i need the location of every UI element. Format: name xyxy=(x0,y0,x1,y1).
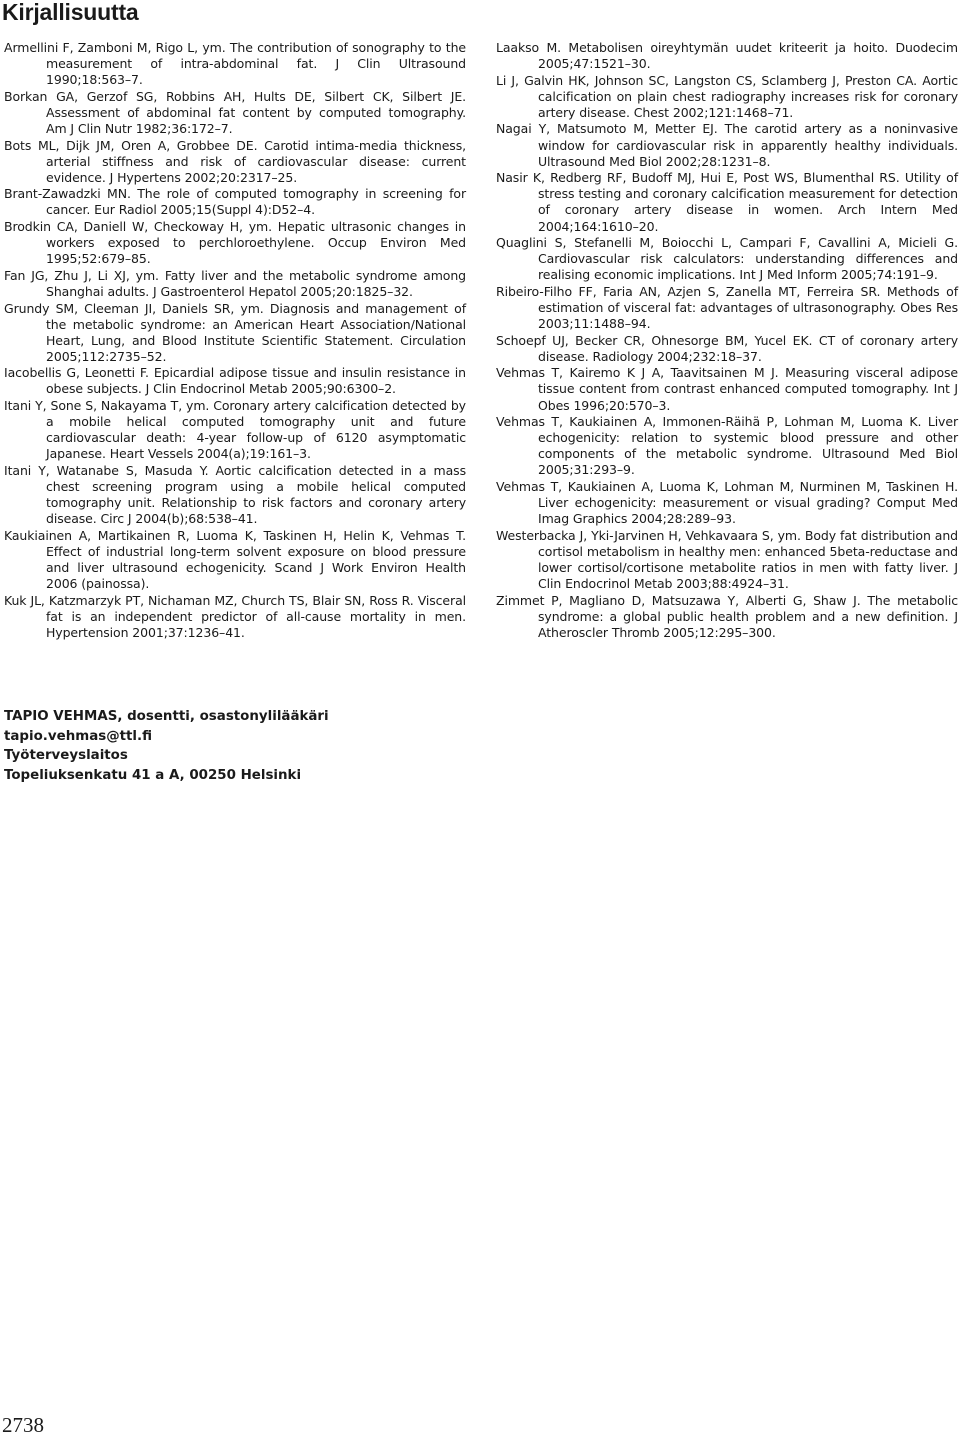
reference-item: Vehmas T, Kairemo K J A, Taavitsainen M J. Measuring visceral adipose tissue content from contrast enhanced computed tomography. Int J Obes 1996;20:570–3. xyxy=(496,365,958,413)
author-email[interactable]: tapio.vehmas@ttl.fi xyxy=(4,728,152,744)
author-block xyxy=(4,707,504,785)
reference-item: Fan JG, Zhu J, Li XJ, ym. Fatty liver and the metabolic syndrome among Shanghai adults. J Gastroenterol Hepatol 2005;20:1825–32. xyxy=(4,267,466,299)
reference-item: Nagai Y, Matsumoto M, Metter EJ. The carotid artery as a noninvasive window for cardiovascular risk in apparently healthy individuals. Ultrasound Med Biol 2002;28:1231–8. xyxy=(496,121,958,169)
reference-item: Kaukiainen A, Martikainen R, Luoma K, Taskinen H, Helin K, Vehmas T. Effect of industrial long-term solvent exposure on blood pressure and liver ultrasound echogenicity. Scand J Work Environ Health 2006 (painossa). xyxy=(4,527,466,592)
reference-item: Vehmas T, Kaukiainen A, Immonen-Räihä P, Lohman M, Luoma K. Liver echogenicity: relation to systemic blood pressure and other components of the metabolic syndrome. Ultrasound Med Biol 2005;31:293–9. xyxy=(496,414,958,478)
reference-item: Itani Y, Watanabe S, Masuda Y. Aortic calcification detected in a mass chest screening program using a mobile helical computed tomography unit. Relationship to risk factors and coronary artery disease. Circ J 2004(b);68:538–41. xyxy=(4,462,466,527)
reference-item: Kuk JL, Katzmarzyk PT, Nichaman MZ, Church TS, Blair SN, Ross R. Visceral fat is an independent predictor of all-cause mortality in men. Hypertension 2001;37:1236–41. xyxy=(4,592,466,640)
section-heading: Kirjallisuutta xyxy=(2,0,139,25)
page-number: 2738 xyxy=(2,1413,44,1437)
reference-item: Schoepf UJ, Becker CR, Ohnesorge BM, Yucel EK. CT of coronary artery disease. Radiology 2004;232:18–37. xyxy=(496,332,958,364)
reference-item: Li J, Galvin HK, Johnson SC, Langston CS, Sclamberg J, Preston CA. Aortic calcification on plain chest radiography increases risk for coronary artery disease. Chest 2002;121:1468–71. xyxy=(496,72,958,120)
reference-item: Itani Y, Sone S, Nakayama T, ym. Coronary artery calcification detected by a mobile helical computed tomography unit and future cardiovascular death: 4-year follow-up of 6120 asymptomatic Japanese. Heart Vessels 2004(a);19:161–3. xyxy=(4,398,466,462)
author-address: Topeliuksenkatu 41 a A, 00250 Helsinki xyxy=(4,767,302,783)
reference-item: Westerbacka J, Yki-Jarvinen H, Vehkavaara S, ym. Body fat distribution and cortisol metabolism in healthy men: enhanced 5beta-reductase and lower cortisol/cortisone metabolite ratios in men with fatty liver. J Clin Endocrinol Metab 2003;88:4924–31. xyxy=(496,527,958,592)
reference-item: Laakso M. Metabolisen oireyhtymän uudet kriteerit ja hoito. Duodecim 2005;47:1521–30. xyxy=(496,40,958,72)
reference-item: Bots ML, Dijk JM, Oren A, Grobbee DE. Carotid intima-media thickness, arterial stiffness and risk of cardiovascular disease: current evidence. J Hypertens 2002;20:2317–25. xyxy=(4,137,466,185)
reference-item: Brodkin CA, Daniell W, Checkoway H, ym. Hepatic ultrasonic changes in workers exposed to perchloroethylene. Occup Environ Med 1995;52:679–85. xyxy=(4,219,466,267)
reference-item: Quaglini S, Stefanelli M, Boiocchi L, Campari F, Cavallini A, Micieli G. Cardiovascular risk calculators: understanding differences and realising economic implications. Int J Med Inform 2005;74:191–9. xyxy=(496,235,958,283)
reference-item: Zimmet P, Magliano D, Matsuzawa Y, Alberti G, Shaw J. The metabolic syndrome: a global public health problem and a new definition. J Atheroscler Thromb 2005;12:295–300. xyxy=(496,592,958,640)
reference-column-left xyxy=(4,40,466,641)
reference-item: Vehmas T, Kaukiainen A, Luoma K, Lohman M, Nurminen M, Taskinen H. Liver echogenicity: measurement or visual grading? Comput Med Imag Graphics 2004;28:289–93. xyxy=(496,479,958,527)
reference-item: Armellini F, Zamboni M, Rigo L, ym. The contribution of sonography to the measurement of intra-abdominal fat. J Clin Ultrasound 1990;18:563–7. xyxy=(4,40,466,88)
reference-item: Grundy SM, Cleeman JI, Daniels SR, ym. Diagnosis and management of the metabolic syndrome: an American Heart Association/National Heart, Lung, and Blood Institute Scientific Statement. Circulation 2005;112:2735–52. xyxy=(4,300,466,364)
reference-item: Ribeiro-Filho FF, Faria AN, Azjen S, Zanella MT, Ferreira SR. Methods of estimation of visceral fat: advantages of ultrasonography. Obes Res 2003;11:1488–94. xyxy=(496,283,958,332)
reference-column-right xyxy=(496,40,958,641)
reference-item: Brant-Zawadzki MN. The role of computed tomography in screening for cancer. Eur Radiol 2005;15(Suppl 4):D52–4. xyxy=(4,186,466,218)
reference-item: Borkan GA, Gerzof SG, Robbins AH, Hults DE, Silbert CK, Silbert JE. Assessment of abdominal fat content by computed tomography. Am J Clin Nutr 1982;36:172–7. xyxy=(4,88,466,136)
author-organization: Työterveyslaitos xyxy=(4,748,128,764)
reference-item: Iacobellis G, Leonetti F. Epicardial adipose tissue and insulin resistance in obese subjects. J Clin Endocrinol Metab 2005;90:6300–2. xyxy=(4,365,466,397)
reference-item: Nasir K, Redberg RF, Budoff MJ, Hui E, Post WS, Blumenthal RS. Utility of stress testing and coronary calcification measurement for detection of coronary artery disease in women. Arch Intern Med 2004;164:1610–20. xyxy=(496,170,958,234)
author-name: TAPIO VEHMAS, dosentti, osastonylilääkäri xyxy=(4,709,329,724)
